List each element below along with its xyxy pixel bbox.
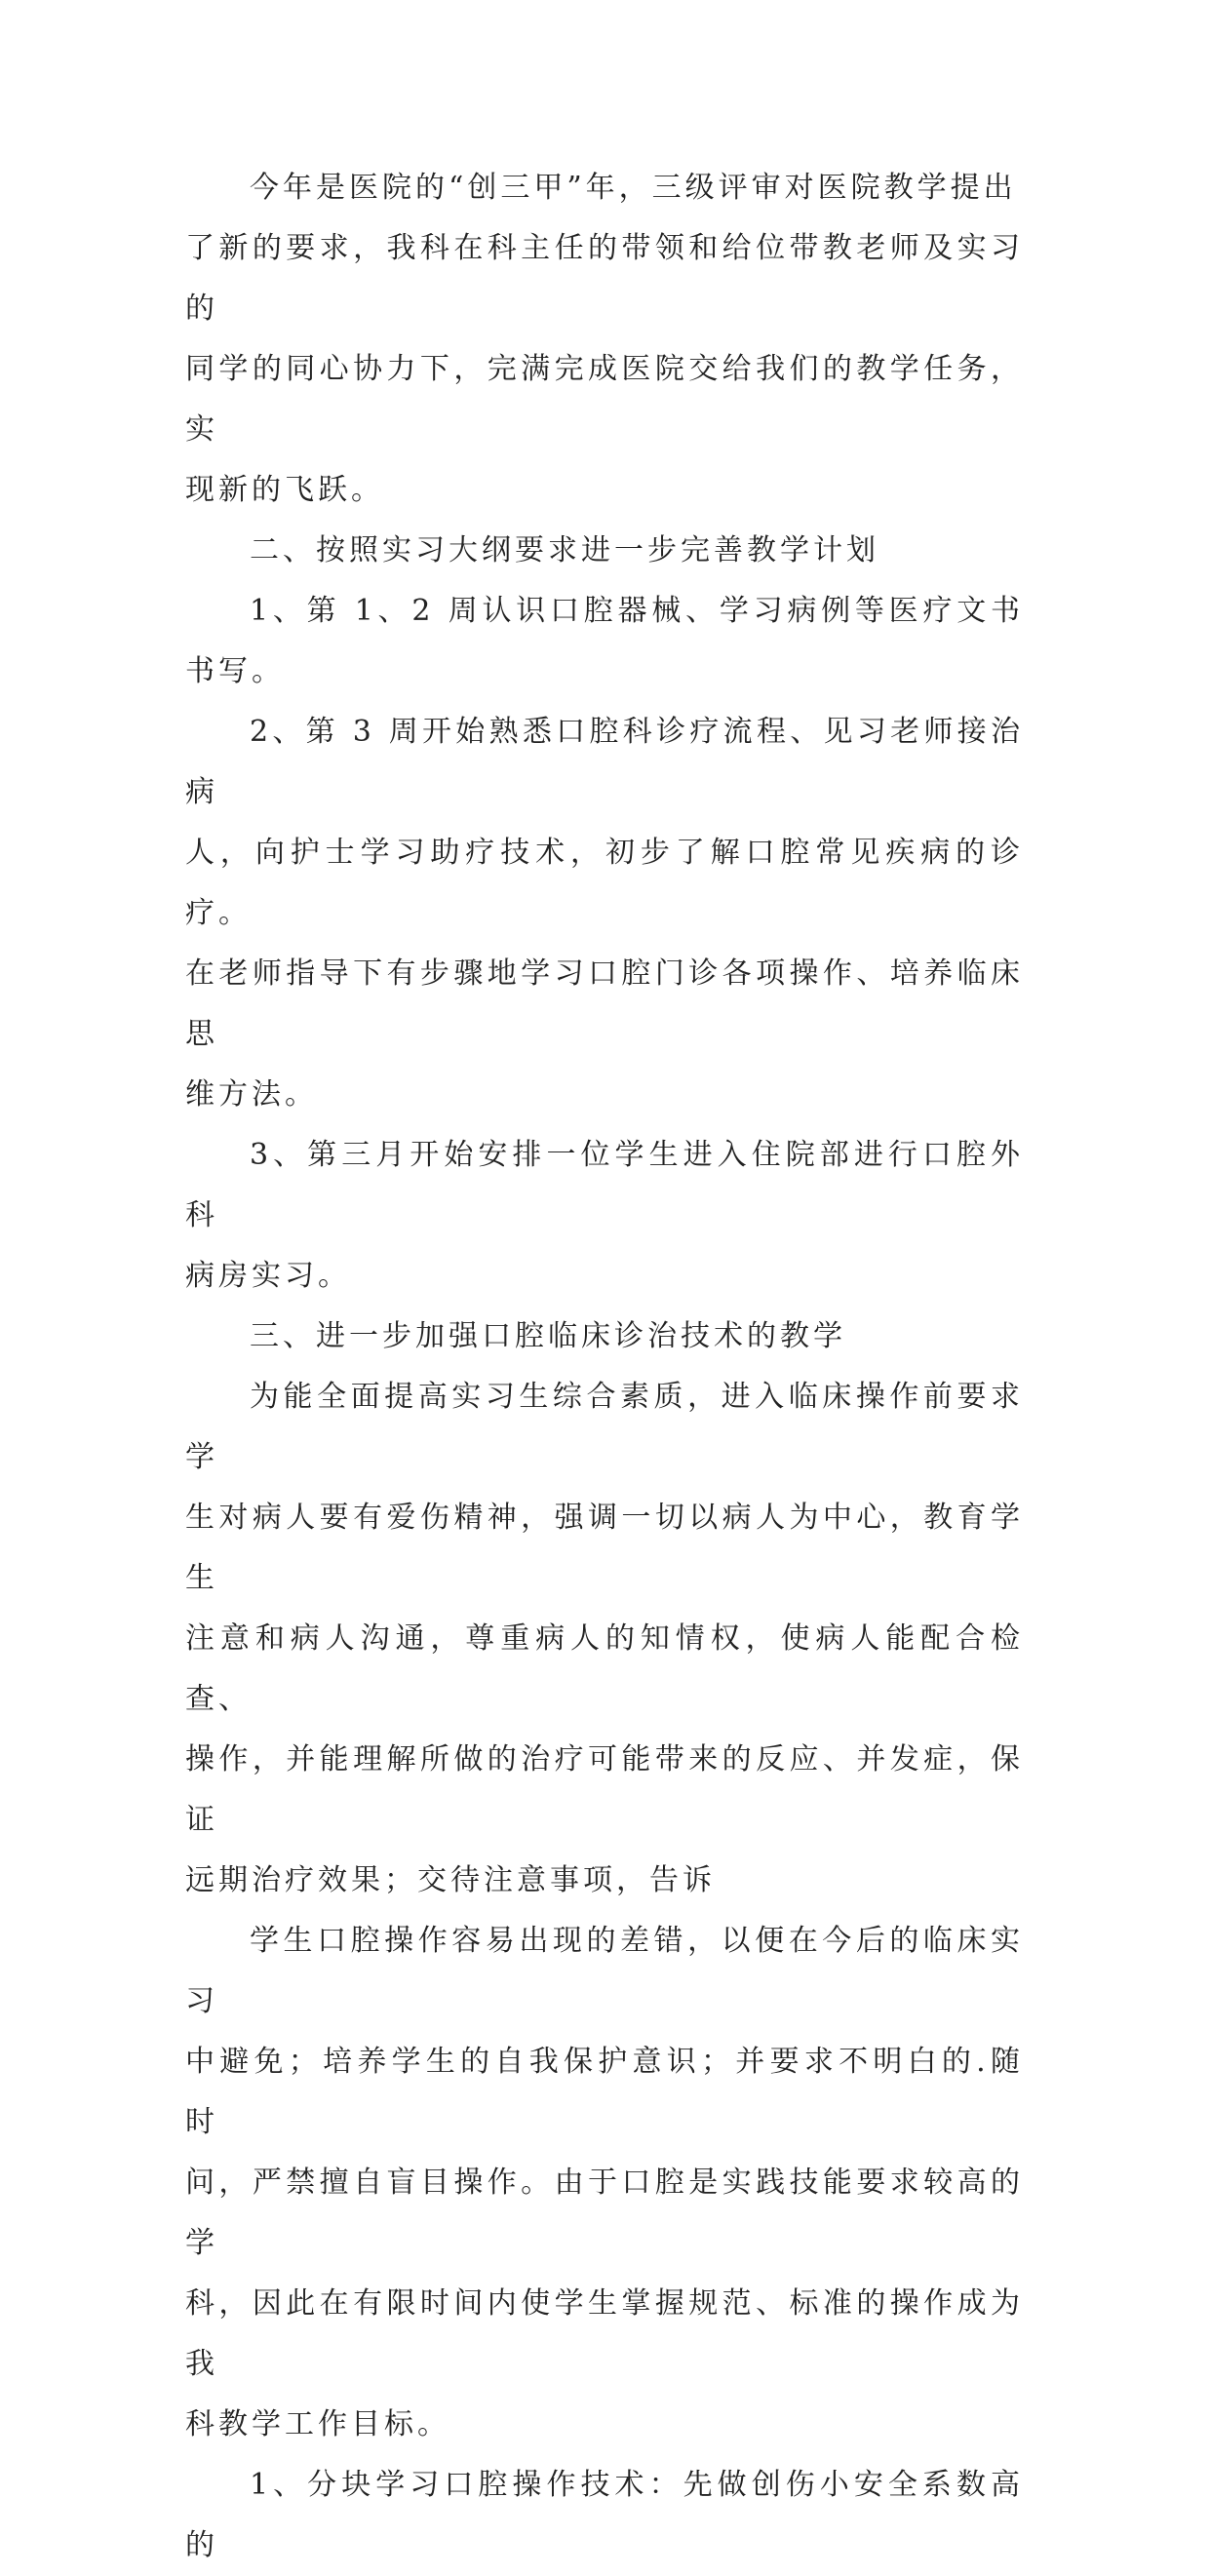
- document-body: [185, 158, 1024, 2576]
- section-heading-3: 三、进一步加强口腔临床诊治技术的教学: [250, 1319, 846, 1353]
- section-heading-2: 二、按照实习大纲要求进一步完善教学计划: [250, 533, 879, 567]
- list-item-2: 2、第 3 周开始熟悉口腔科诊疗流程、见习老师接治病 人，向护士学习助疗技术，初步了解口腔常见疾病的诊疗。 在老师指导下有步骤地学习口腔门诊各项操作、培养临床思 维方法。: [185, 715, 1024, 1112]
- paragraph-intro: 今年是医院的“创三甲”年，三级评审对医院教学提出 了新的要求，我科在科主任的带领和给位带教老师及实习的 同学的同心协力下，完满完成医院交给我们的教学任务，实 现新的飞跃。: [185, 171, 1024, 507]
- paragraph-errors: 学生口腔操作容易出现的差错，以便在今后的临床实习 中避免；培养学生的自我保护意识；并要求不明白的.随时 问，严禁擅自盲目操作。由于口腔是实践技能要求较高的学 科，因此在有限时间内使学生掌握规范、标准的操作成为我 科教学工作目标。: [185, 1924, 1024, 2441]
- list-item-technique-1: 1、分块学习口腔操作技术：先做创伤小安全系数高的: [185, 2468, 1024, 2562]
- list-item-3: 3、第三月开始安排一位学生进入住院部进行口腔外科 病房实习。: [185, 1138, 1024, 1293]
- list-item-1: 1、第 1、2 周认识口腔器械、学习病例等医疗文书书写。: [185, 594, 1024, 688]
- paragraph-requirements: 为能全面提高实习生综合素质，进入临床操作前要求学 生对病人要有爱伤精神，强调一切以病人为中心，教育学生 注意和病人沟通，尊重病人的知情权，使病人能配合检查、 操作，并能理解所做的治疗可能带来的反应、并发症，保证 远期治疗效果；交待注意事项，告诉: [185, 1380, 1024, 1897]
